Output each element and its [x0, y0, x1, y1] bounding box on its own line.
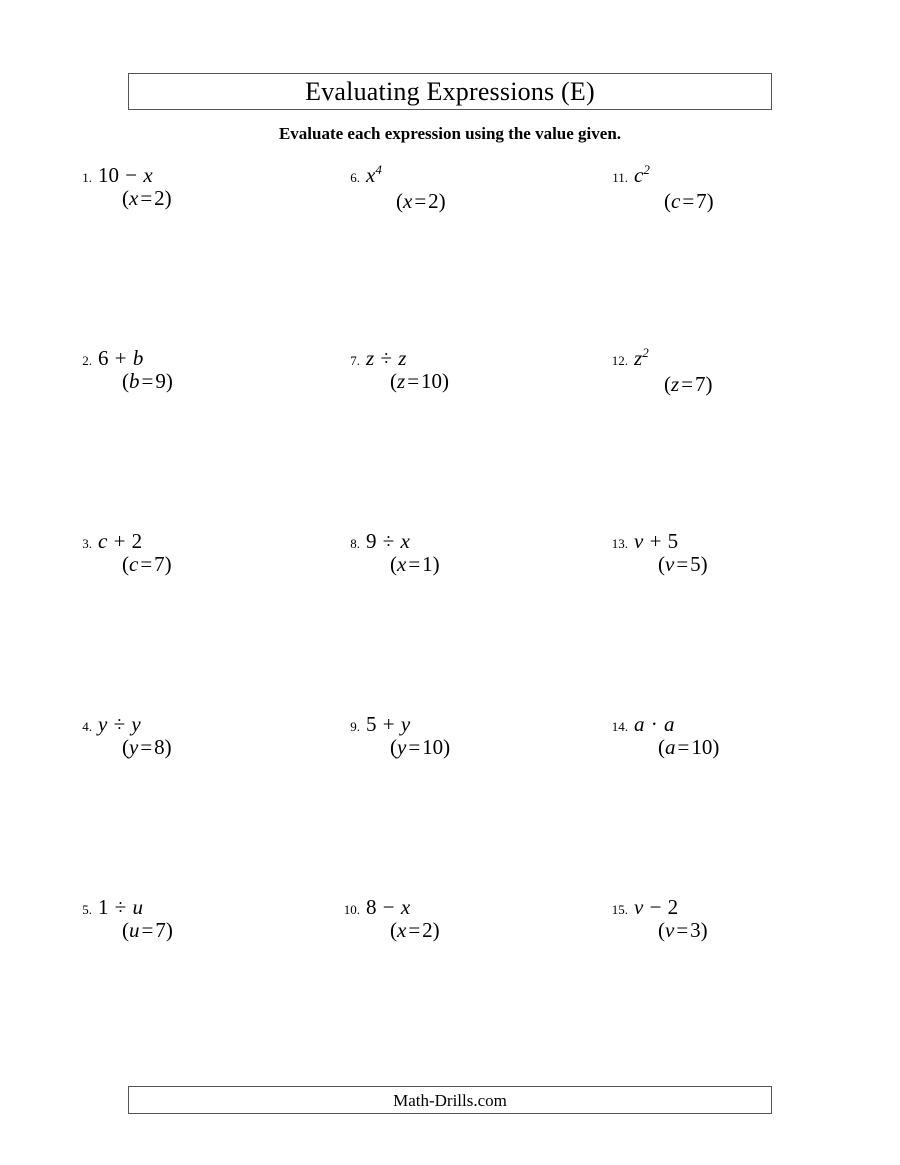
expression-operator: ÷	[380, 346, 392, 370]
expression-operand-right: b	[132, 346, 144, 370]
problem-value	[122, 369, 330, 394]
problem-header	[598, 895, 866, 920]
expression-operand-right: 5	[667, 529, 679, 553]
expression-operand-right: x	[143, 163, 153, 187]
expression-operand-left: z	[366, 346, 375, 370]
problem-value	[396, 189, 598, 214]
problem-value	[658, 552, 866, 577]
problem-header	[598, 346, 866, 371]
problem-value	[390, 369, 598, 394]
problem-header	[62, 712, 330, 737]
problem-item	[62, 895, 330, 965]
problem-expression	[366, 529, 410, 554]
problem-item	[62, 346, 330, 416]
problem-item	[62, 529, 330, 599]
expression-operand-left: 10	[98, 163, 119, 187]
paren-open: (	[390, 552, 397, 576]
problem-number: 2.	[82, 353, 92, 368]
value-assigned-number: 7	[696, 189, 707, 213]
problem-expression	[366, 895, 410, 920]
paren-open: (	[122, 369, 129, 393]
value-assigned-number: 10	[691, 735, 713, 759]
value-equals-sign: =	[408, 552, 421, 576]
problem-value	[390, 552, 598, 577]
problem-number: 8.	[350, 536, 360, 551]
problem-expression	[98, 163, 153, 188]
problem-item	[598, 895, 866, 965]
problem-expression	[98, 712, 141, 737]
problem-expression	[634, 895, 678, 920]
expression-operator: −	[382, 895, 395, 919]
paren-open: (	[122, 552, 129, 576]
expression-operand-left: y	[98, 712, 108, 736]
value-equals-sign: =	[676, 918, 689, 942]
expression-operator: +	[114, 346, 127, 370]
problem-value	[122, 735, 330, 760]
value-assigned-number: 2	[428, 189, 439, 213]
value-equals-sign: =	[140, 186, 153, 210]
paren-close: )	[164, 735, 172, 759]
value-assigned-number: 7	[695, 372, 706, 396]
problem-item	[598, 529, 866, 599]
paren-close: )	[432, 918, 440, 942]
expression-operand-left: x	[366, 163, 376, 187]
problem-number: 11.	[612, 170, 628, 185]
problem-item	[330, 346, 598, 416]
value-assigned-number: 7	[155, 918, 166, 942]
paren-open: (	[122, 735, 129, 759]
paren-close: )	[442, 369, 450, 393]
value-equals-sign: =	[141, 369, 154, 393]
paren-close: )	[438, 189, 446, 213]
worksheet-footer-box	[128, 1086, 772, 1114]
problem-value	[664, 372, 866, 397]
paren-close: )	[443, 735, 451, 759]
paren-close: )	[432, 552, 440, 576]
value-equals-sign: =	[676, 552, 689, 576]
problem-header	[62, 346, 330, 371]
paren-close: )	[712, 735, 720, 759]
paren-close: )	[164, 186, 172, 210]
expression-operand-left: z	[634, 346, 643, 370]
expression-operator: +	[113, 529, 126, 553]
problem-header	[62, 163, 330, 188]
problem-number: 3.	[82, 536, 92, 551]
paren-open: (	[658, 735, 665, 759]
problem-expression	[98, 895, 143, 920]
problem-expression	[366, 346, 406, 371]
problem-item	[62, 712, 330, 782]
paren-close: )	[164, 552, 172, 576]
problem-item	[330, 712, 598, 782]
value-equals-sign: =	[140, 552, 153, 576]
expression-operator: +	[649, 529, 662, 553]
expression-operator: ·	[650, 712, 658, 736]
problem-value	[390, 735, 598, 760]
value-variable: c	[671, 189, 681, 213]
expression-exponent: 4	[375, 162, 382, 177]
expression-operator: ÷	[114, 895, 127, 919]
problem-number: 10.	[343, 902, 360, 917]
paren-close: )	[700, 552, 708, 576]
expression-operand-left: 9	[366, 529, 377, 553]
problem-header	[330, 529, 598, 554]
paren-close: )	[165, 369, 173, 393]
problem-number: 4.	[82, 719, 92, 734]
expression-operand-left: v	[634, 529, 644, 553]
footer-brand: Math-Drills.com	[393, 1090, 507, 1110]
problem-header	[598, 712, 866, 737]
value-assigned-number: 5	[690, 552, 701, 576]
expression-operand-right: y	[131, 712, 141, 736]
value-variable: a	[665, 735, 676, 759]
problem-item	[330, 895, 598, 965]
value-equals-sign: =	[141, 918, 154, 942]
problem-item	[598, 712, 866, 782]
problem-expression	[98, 346, 143, 371]
problem-number: 14.	[611, 719, 628, 734]
expression-operand-left: 5	[366, 712, 377, 736]
expression-operator: +	[382, 712, 395, 736]
problem-header	[330, 712, 598, 737]
expression-operand-left: 1	[98, 895, 109, 919]
expression-operand-right: 2	[667, 895, 679, 919]
problem-number: 12.	[611, 353, 628, 368]
value-assigned-number: 10	[422, 735, 444, 759]
instructions-text: Evaluate each expression using the value given.	[278, 124, 622, 143]
expression-operand-left: c	[98, 529, 108, 553]
paren-close: )	[165, 918, 173, 942]
problem-number: 13.	[611, 536, 628, 551]
problem-header	[598, 529, 866, 554]
problem-item	[330, 529, 598, 599]
value-variable: u	[129, 918, 140, 942]
problem-item	[598, 346, 866, 416]
problem-value	[658, 918, 866, 943]
paren-open: (	[122, 186, 129, 210]
expression-operand-right: 2	[131, 529, 143, 553]
expression-operand-left: 8	[366, 895, 377, 919]
problem-value	[390, 918, 598, 943]
paren-open: (	[390, 735, 397, 759]
worksheet-title-box	[128, 73, 772, 110]
expression-operand-right: u	[132, 895, 144, 919]
expression-operator: −	[649, 895, 662, 919]
problem-item	[598, 163, 866, 233]
value-variable: x	[397, 918, 407, 942]
problem-number: 1.	[82, 170, 92, 185]
paren-open: (	[390, 918, 397, 942]
paren-close: )	[700, 918, 708, 942]
value-assigned-number: 7	[154, 552, 165, 576]
problem-expression	[634, 529, 678, 554]
value-equals-sign: =	[677, 735, 690, 759]
page-title: Evaluating Expressions (E)	[305, 76, 595, 106]
expression-operand-right: x	[400, 895, 411, 919]
value-equals-sign: =	[408, 918, 421, 942]
problem-expression	[366, 163, 382, 188]
expression-operand-right: y	[400, 712, 411, 736]
value-variable: x	[397, 552, 407, 576]
value-variable: z	[397, 369, 406, 393]
problem-number: 9.	[350, 719, 360, 734]
expression-operand-left: v	[634, 895, 644, 919]
problem-header	[330, 346, 598, 371]
problem-expression	[634, 712, 675, 737]
problem-value	[122, 552, 330, 577]
paren-open: (	[122, 918, 129, 942]
problem-header	[330, 895, 598, 920]
value-assigned-number: 9	[155, 369, 166, 393]
problem-expression	[634, 346, 649, 371]
problem-number: 6.	[350, 170, 360, 185]
value-variable: c	[129, 552, 139, 576]
problem-expression	[634, 163, 650, 188]
expression-operator: −	[125, 163, 138, 187]
expression-operand-left: 6	[98, 346, 109, 370]
expression-operand-left: c	[634, 163, 644, 187]
value-variable: x	[403, 189, 413, 213]
expression-operator: ÷	[113, 712, 126, 736]
problem-header	[330, 163, 598, 188]
paren-close: )	[706, 189, 714, 213]
value-assigned-number: 2	[154, 186, 165, 210]
paren-open: (	[664, 189, 671, 213]
problem-number: 15.	[611, 902, 628, 917]
paren-open: (	[664, 372, 671, 396]
paren-open: (	[658, 552, 665, 576]
problem-value	[658, 735, 866, 760]
value-variable: x	[129, 186, 139, 210]
problem-header	[62, 895, 330, 920]
expression-operand-right: a	[664, 712, 675, 736]
problem-item	[62, 163, 330, 233]
problem-expression	[366, 712, 410, 737]
paren-close: )	[705, 372, 713, 396]
problem-number: 7.	[350, 353, 360, 368]
value-assigned-number: 3	[690, 918, 701, 942]
value-variable: z	[671, 372, 680, 396]
value-equals-sign: =	[140, 735, 153, 759]
problem-expression	[98, 529, 142, 554]
value-variable: y	[397, 735, 407, 759]
expression-exponent: 2	[642, 345, 649, 360]
value-equals-sign: =	[681, 372, 694, 396]
paren-open: (	[396, 189, 403, 213]
problem-value	[122, 918, 330, 943]
expression-operator: ÷	[382, 529, 395, 553]
value-equals-sign: =	[682, 189, 695, 213]
expression-operand-right: z	[398, 346, 407, 370]
problem-header	[598, 163, 866, 188]
value-assigned-number: 8	[154, 735, 165, 759]
value-variable: v	[665, 918, 675, 942]
value-assigned-number: 10	[421, 369, 443, 393]
problem-number: 5.	[82, 902, 92, 917]
value-variable: b	[129, 369, 140, 393]
paren-open: (	[658, 918, 665, 942]
expression-operand-right: x	[400, 529, 410, 553]
value-equals-sign: =	[408, 735, 421, 759]
expression-exponent: 2	[643, 162, 650, 177]
problem-header	[62, 529, 330, 554]
value-assigned-number: 2	[422, 918, 433, 942]
expression-operand-left: a	[634, 712, 645, 736]
value-variable: y	[129, 735, 139, 759]
problem-value	[664, 189, 866, 214]
value-equals-sign: =	[414, 189, 427, 213]
value-equals-sign: =	[407, 369, 420, 393]
value-assigned-number: 1	[422, 552, 433, 576]
problem-item	[330, 163, 598, 233]
value-variable: v	[665, 552, 675, 576]
problem-value	[122, 186, 330, 211]
paren-open: (	[390, 369, 397, 393]
